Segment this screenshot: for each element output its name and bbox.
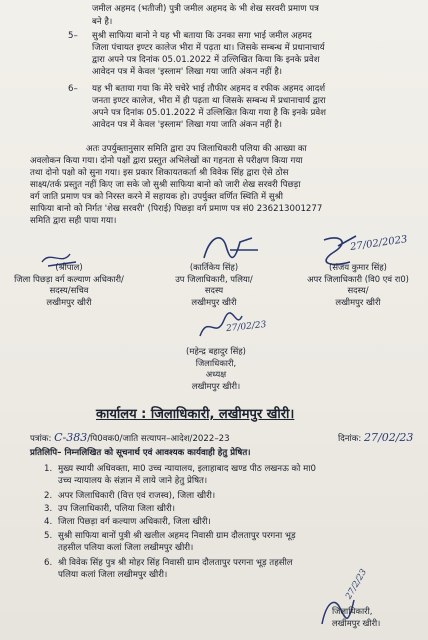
handwritten-date-1: 27/02/2023 — [349, 234, 409, 253]
copy-3-number: 3. — [44, 504, 53, 514]
patrank-number: C-383 — [54, 431, 88, 444]
signatory-3-place: लखीमपुर खीरी — [335, 296, 381, 307]
point-6-line-4: आवेदन पत्र में केवल 'इस्लाम' लिखा गया जाति अंकन नहीं है। — [92, 120, 283, 130]
office-heading: कार्यालय : जिलाधिकारी, लखीमपुर खीरी। — [96, 407, 295, 422]
chairman-designation: जिलाधिकारी, — [195, 357, 237, 368]
chairman-role: अध्यक्ष — [205, 369, 227, 379]
patrank-rest: /पि0वक0/जाति सत्यापन–आदेश/2022–23 — [87, 434, 230, 444]
copy-3-line-1: उप जिलाधिकारी, पलिया जिला खीरी। — [58, 504, 176, 514]
copy-2-line-1: अपर जिलाधिकारी (वित्त एवं राजस्व), जिला खीरी। — [58, 491, 216, 501]
point-5-line-3: द्वारा अपने पत्र दिनांक 05.01.2022 में उल्लिखित किया कि इनके प्रवेश — [92, 55, 320, 65]
point-5-line-1: सुश्री साफिया बानो ने यह भी बताया कि उनका सगा भाई जमील अहमद — [92, 31, 312, 41]
continuation-line-1: जमील अहमद (भतीजी) पुत्री जमील अहमद के भी शेख सरवरी प्रमाण पत्र — [92, 4, 319, 14]
point-6-line-2: जनता इण्टर कालेज, भीरा में ही पढ़ता था जिसके सम्बन्ध में प्रधानाचार्य द्वारा — [92, 96, 326, 106]
point-6-line-1: यह भी बताया गया कि मेरे चचेरे भाई तौफीर अहमद व रफीक अहमद आदर्श — [92, 84, 326, 94]
point-5-number: 5– — [68, 31, 78, 41]
conclusion-line-5: वर्ग जाति प्रमाण पत्र को निरस्त करने में सहायक हो। उपर्युक्त वर्णित स्थिति में सुश्री — [30, 192, 283, 202]
copy-4-number: 4. — [44, 517, 53, 527]
signatory-block-2 — [148, 262, 280, 308]
date-value: 27/02/23 — [364, 431, 414, 444]
conclusion-line-3: तथा दोनो पक्षो को सुना गया। इस प्रकार शिकायतकर्ता श्री विवेक सिंह द्वारा ऐसे ठोस — [30, 168, 289, 178]
final-signature-designation: जिलाधिकारी, — [332, 606, 373, 616]
conclusion-line-1: अतः उपर्युक्तानुसार समिति द्वारा उप जिलाधिकारी पलिया की आख्या का — [86, 144, 307, 154]
signatory-3-role: सदस्य/ — [347, 285, 369, 295]
signatory-1-role: सदस्य/सचिव — [49, 285, 89, 295]
copy-1-line-1: मुख्य स्थायी अधिवक्ता, मा0 उच्च न्यायालय, इलाहाबाद खण्ड पीठ लखनऊ को मा0 — [58, 464, 316, 474]
reference-date — [338, 432, 413, 446]
copy-6-number: 6. — [44, 558, 53, 568]
copy-intro: प्रतिलिपि– निम्नलिखित को सूचनार्थ एवं आवश्यक कार्यवाही हेतु प्रेषित। — [30, 448, 251, 458]
copy-4-line-1: जिला पिछड़ा वर्ग कल्याण अधिकारी, जिला खीरी। — [58, 517, 211, 527]
conclusion-line-6: साफिया बानो को निर्गत 'शेख सरवरी' (पिराई) पिछड़ा वर्ग प्रमाण पत्र सं0 236213001277 — [30, 204, 323, 214]
copy-1-number: 1. — [44, 464, 53, 474]
copy-5-line-1: सुश्री साफिया बानों पुत्री श्री खलील अहमद निवासी ग्राम दौलतापुर परगना भूड़ — [58, 531, 296, 541]
point-6-number: 6– — [68, 84, 78, 94]
signatory-block-1 — [4, 262, 134, 308]
chairman-place: लखीमपुर खीरी। — [191, 380, 241, 391]
final-signature-place: लखीमपुर खीरी। — [332, 617, 381, 628]
handwritten-date-2: 27/02/23 — [225, 319, 267, 335]
continuation-line-2: बने है। — [92, 17, 113, 27]
signatory-1-designation: जिला पिछड़ा वर्ग कल्याण अधिकारी/ — [14, 273, 124, 284]
signatory-2-place: लखीमपुर खीरी — [191, 296, 237, 307]
chairman-block — [150, 346, 282, 392]
signatory-block-3 — [290, 262, 426, 308]
final-signature-block — [332, 606, 424, 629]
conclusion-line-2: अवलोकन किया गया। दोनो पक्षों द्वारा प्रस्तुत अभिलेखों का गहनता से परीक्षण किया गया — [30, 156, 303, 166]
signatory-3-designation: अपर जिलाधिकारी (वि0 एवं रा0) — [307, 273, 409, 284]
date-label: दिनांक: — [338, 434, 362, 444]
signatory-1-name: (श्रीपाल) — [55, 262, 83, 272]
conclusion-line-7: समिति द्वारा सही पाया गया। — [30, 216, 117, 226]
copy-2-number: 2. — [44, 491, 53, 501]
conclusion-line-4: साक्ष्य/तर्क प्रस्तुत नहीं किए जा सके जो सुश्री साफिया बानो को जारी शेख सरवरी पिछड़ा — [30, 180, 301, 190]
copy-1-line-2: उच्च न्यायालय के संज्ञान में लाये जाने हेतु प्रेषित। — [58, 476, 208, 486]
signatory-3-name: (संजय कुमार सिंह) — [329, 262, 387, 272]
copy-6-line-2: पलिया कलां जिला लखीमपुर खीरी। — [58, 570, 168, 580]
point-5-line-4: आवेदन पत्र में केवल 'इस्लाम' लिखा गया जाति अंकन नहीं है। — [92, 67, 283, 77]
handwritten-date-3: 27/2/23 — [344, 567, 370, 601]
signatory-2-designation: उप जिलाधिकारी, पलिया/ — [175, 273, 253, 284]
signatory-2-name: (कार्तिकेय सिंह) — [189, 262, 239, 272]
chairman-name: (महेन्द्र बहादुर सिंह) — [186, 346, 246, 356]
patrank-label: पत्रांक: — [30, 434, 52, 444]
point-6-line-3: अपने पत्र दिनांक 05.01.2022 में उल्लिखित किया गया है कि इनके प्रवेश — [92, 108, 326, 118]
point-5-line-2: जिला पंचायत इण्टर कालेज भीरा में पढ़ता था। जिसके सम्बन्ध में प्रधानाचार्य — [92, 43, 325, 53]
copy-5-number: 5. — [44, 531, 53, 541]
copy-5-line-2: तहसील पलिया कलां जिला लखीमपुर खीरी। — [58, 543, 194, 553]
reference-line — [30, 432, 230, 446]
signatory-2-role: सदस्य — [204, 285, 224, 295]
signatory-1-place: लखीमपुर खीरी — [46, 296, 92, 307]
copy-6-line-1: श्री विवेक सिंह पुत्र श्री मोहर सिंह निवासी ग्राम दौलतापुर परगना भूड़ तहसील — [58, 558, 293, 568]
